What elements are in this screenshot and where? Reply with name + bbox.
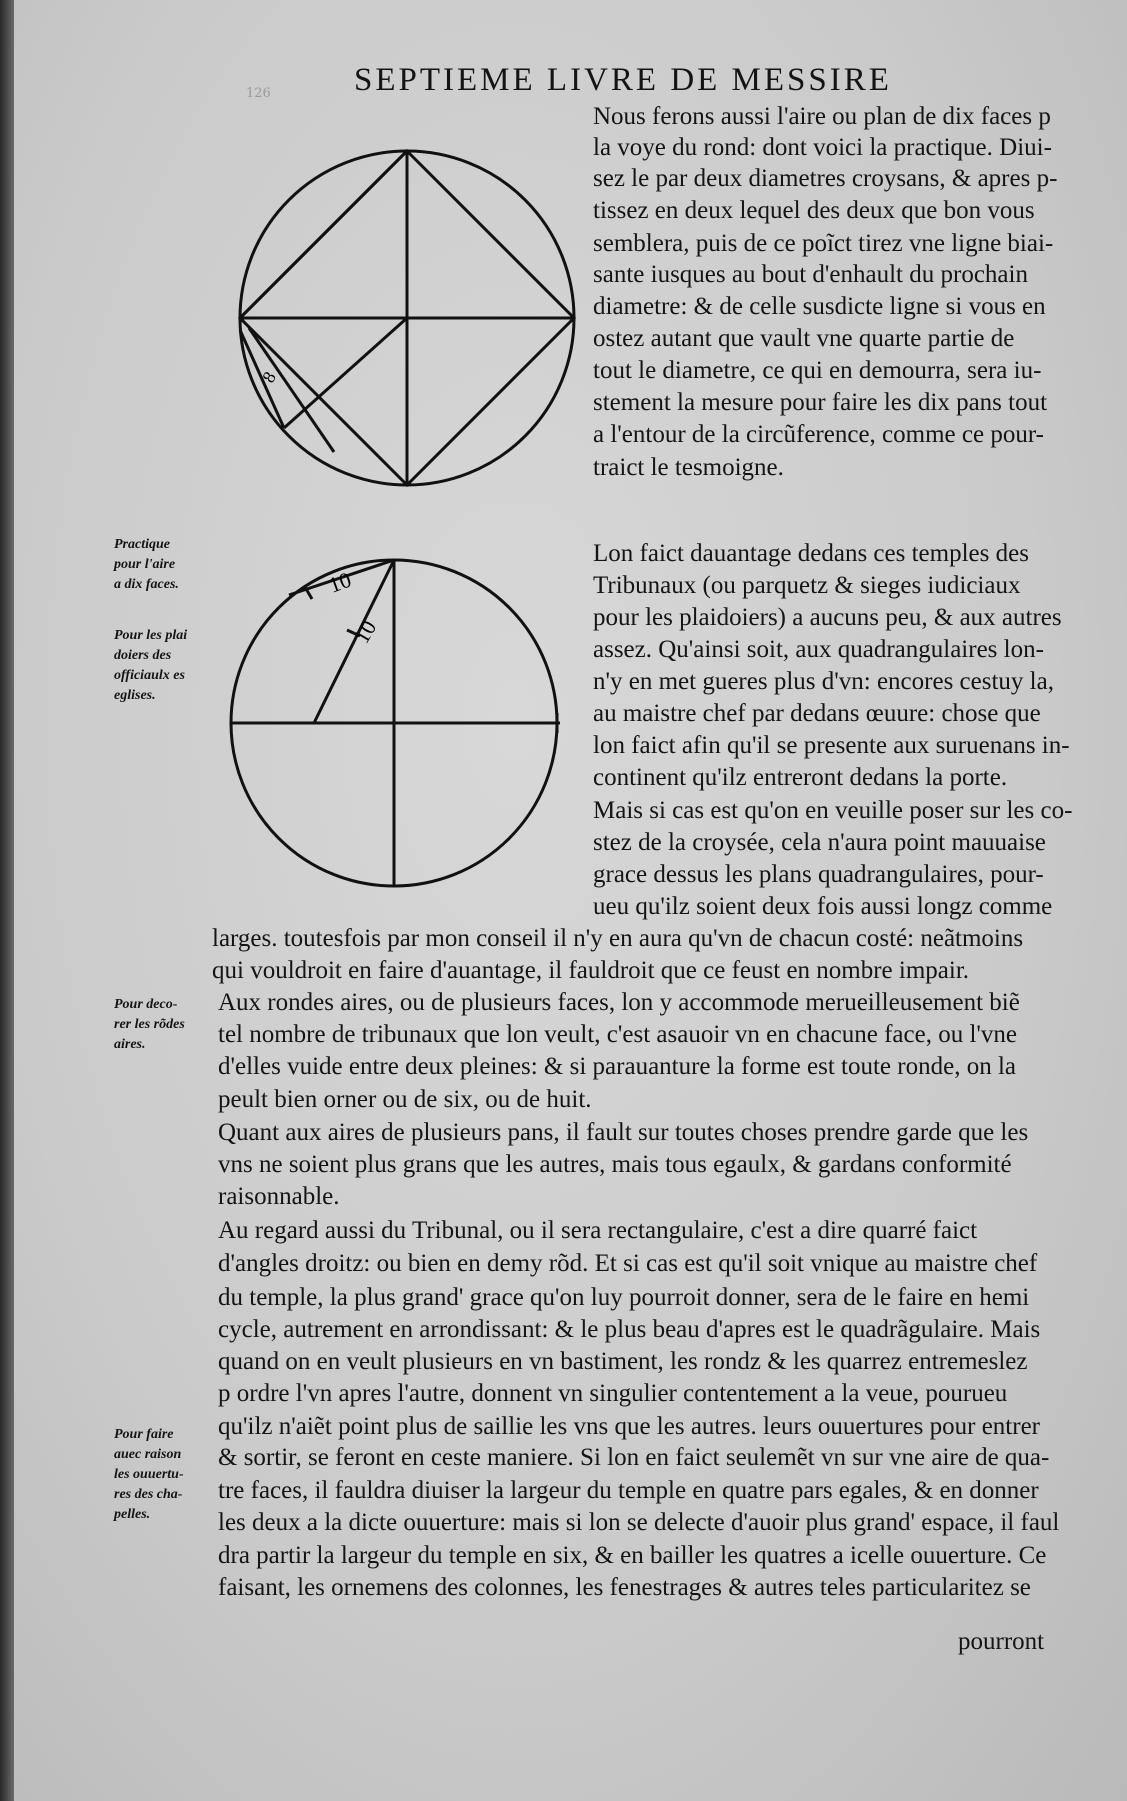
text-line: vns ne soient plus grans que les autres, mais tous egaulx, & gardans conformité	[218, 1151, 1012, 1178]
text-line: qu'ilz n'aiẽt point plus de saillie les vns que les autres. leurs ouuertures pour entrer	[218, 1413, 1040, 1440]
catchword: pourront	[958, 1628, 1045, 1655]
text-line: a l'entour de la circũference, comme ce pour-	[593, 421, 1044, 448]
decagon-construction-figure	[224, 112, 584, 502]
text-line: tre faces, il fauldra diuiser la largeur du temple en quatre pars egales, & en donner	[218, 1477, 1039, 1504]
sidenote-line: eglises.	[114, 688, 156, 703]
sidenote-line: auec raison	[114, 1447, 182, 1462]
sidenote-line: Pour faire	[114, 1427, 174, 1442]
sidenote-line: Pour les plai	[114, 628, 188, 643]
text-line: Tribunaux (ou parquetz & sieges iudiciaux	[593, 572, 1021, 599]
text-line: les deux a la dicte ouuerture: mais si lon se delecte d'auoir plus grand' espace, il faul	[218, 1509, 1060, 1536]
text-line: p ordre l'vn apres l'autre, donnent vn singulier contentement a la veue, pourueu	[218, 1380, 1008, 1407]
text-line: stez de la croysée, cela n'aura point mauuaise	[593, 829, 1046, 856]
text-line: ostez autant que vault vne quarte partie de	[593, 325, 1015, 352]
tribunal-circle-figure	[214, 535, 584, 915]
text-line: tissez en deux lequel des deux que bon vous	[593, 197, 1035, 224]
sidenote	[114, 535, 179, 595]
text-line: continent qu'ilz entreront dedans la porte.	[593, 764, 1008, 791]
text-line: grace dessus les plans quadrangulaires, pour-	[593, 861, 1044, 888]
text-line: cycle, autrement en arrondissant: & le plus beau d'apres est le quadrãgulaire. Mais	[218, 1316, 1041, 1343]
text-line: dra partir la largeur du temple en six, & en bailler les quatres a icelle ouuerture. Ce	[218, 1542, 1047, 1569]
text-line: stement la mesure pour faire les dix pans tout	[593, 389, 1048, 416]
text-line: Au regard aussi du Tribunal, ou il sera rectangulaire, c'est a dire quarré faict	[218, 1217, 978, 1244]
figure-label-10b: 10	[348, 615, 382, 648]
text-line: larges. toutesfois par mon conseil il n'y en aura qu'vn de chacun costé: neãtmoins	[212, 925, 1024, 952]
text-line: pour les plaidoiers) a aucuns peu, & aux autres	[593, 604, 1062, 631]
slant-line	[249, 328, 334, 452]
text-line: n'y en met gueres plus d'vn: encores cestuy la,	[593, 668, 1054, 695]
text-line: faisant, les ornemens des colonnes, les fenestrages & autres teles particularitez se	[218, 1574, 1031, 1601]
text-line: assez. Qu'ainsi soit, aux quadrangulaires lon-	[593, 636, 1044, 663]
text-line: au maistre chef par dedans œuure: chose que	[593, 700, 1041, 727]
sidenote-line: pelles.	[114, 1507, 151, 1522]
figure-label-8: 8	[258, 368, 280, 386]
sidenote-line: rer les rõdes	[114, 1017, 185, 1032]
text-line: du temple, la plus grand' grace qu'on luy pourroit donner, sera de le faire en hemi	[218, 1284, 1030, 1311]
figure-label-10a: 10	[325, 566, 355, 598]
sidenote	[114, 995, 185, 1055]
sidenote-line: a dix faces.	[114, 577, 179, 592]
sidenote-line: doiers des	[114, 648, 172, 663]
page-number: 126	[246, 86, 271, 101]
running-heading: SEPTIEME LIVRE DE MESSIRE	[354, 62, 892, 98]
text-line: qui vouldroit en faire d'auantage, il fauldroit que ce feust en nombre impair.	[212, 957, 970, 984]
text-line: ueu qu'ilz soient deux fois aussi longz comme	[593, 893, 1053, 920]
text-line: d'angles droitz: ou bien en demy rõd. Et si cas est qu'il soit vnique au maistre chef	[218, 1250, 1038, 1277]
sidenote-line: Pour deco-	[114, 997, 178, 1012]
text-line: lon faict afin qu'il se presente aux suruenans in-	[593, 732, 1070, 759]
text-line: sez le par deux diametres croysans, & apres p-	[593, 165, 1058, 192]
text-line: diametre: & de celle susdicte ligne si vous en	[593, 293, 1046, 320]
sidenote-line: aires.	[114, 1037, 146, 1052]
sidenote-line: Practique	[114, 537, 170, 552]
sidenote-line: pour l'aire	[114, 557, 176, 572]
text-line: quand on en veult plusieurs en vn bastiment, les rondz & les quarrez entremeslez	[218, 1348, 1028, 1375]
book-page	[14, 0, 1127, 1801]
text-line: la voye du rond: dont voici la practique. Diui-	[593, 134, 1052, 161]
text-line: Mais si cas est qu'on en veuille poser sur les co-	[593, 797, 1073, 824]
sidenote	[114, 626, 187, 706]
book-spine-shadow	[0, 0, 14, 1801]
text-line: tout le diametre, ce qui en demourra, sera iu-	[593, 357, 1042, 384]
text-line: peult bien orner ou de six, ou de huit.	[218, 1086, 592, 1113]
text-line: raisonnable.	[218, 1183, 340, 1210]
text-line: traict le tesmoigne.	[593, 454, 784, 481]
text-line: Quant aux aires de plusieurs pans, il fault sur toutes choses prendre garde que les	[218, 1119, 1029, 1146]
text-line: Nous ferons aussi l'aire ou plan de dix faces p	[593, 103, 1051, 130]
text-line: tel nombre de tribunaux que lon veult, c'est asauoir vn en chacune face, ou l'vne	[218, 1021, 1017, 1048]
inner-line	[284, 318, 407, 428]
oblique-line	[314, 560, 394, 723]
sidenote-line: les ouuertu-	[114, 1467, 184, 1482]
text-line: semblera, puis de ce poĩct tirez vne ligne biai-	[593, 230, 1054, 257]
text-line: sante iusques au bout d'enhault du prochain	[593, 261, 1028, 288]
text-line: d'elles vuide entre deux pleines: & si parauanture la forme est toute ronde, on la	[218, 1053, 1016, 1080]
text-line: Lon faict dauantage dedans ces temples des	[593, 540, 1029, 567]
text-line: Aux rondes aires, ou de plusieurs faces, lon y accommode merueilleusement biẽ	[218, 989, 1020, 1016]
sidenote	[114, 1425, 184, 1525]
construction-line	[240, 151, 407, 318]
sidenote-line: res des cha-	[114, 1487, 183, 1502]
text-line: & sortir, se feront en ceste maniere. Si lon en faict seulemẽt vn sur vne aire de qua-	[218, 1444, 1050, 1471]
sidenote-line: officiaulx es	[114, 668, 185, 683]
